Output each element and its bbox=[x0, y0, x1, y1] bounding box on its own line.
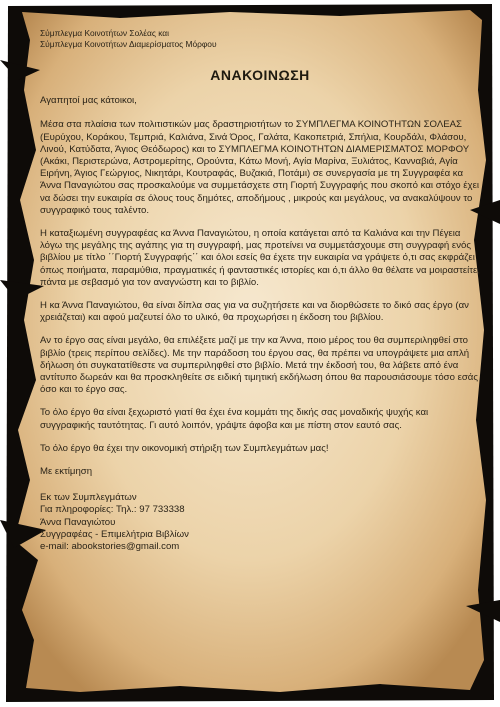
signature-name: Άννα Παναγιώτου bbox=[40, 516, 116, 528]
paragraph-5: Το όλο έργο θα είναι ξεχωριστό γιατί θα έχει ένα κομμάτι της δικής σας μοναδικής ψυχής και συγγραφικής ταυτότητας. Γι αυτό λοιπόν, γράψτε άφοβα και με πίστη στον εαυτό σας. bbox=[40, 407, 429, 431]
paragraph-2: Η καταξιωμένη συγγραφέας κα Άννα Παναγιώτου, η οποία κατάγεται από τα Καλιάνα και την Πέγεια λόγω της μεγάλης της αγάπης για τη συγγραφή, μας προτείνει να συμμετάσχουμε στη συγγραφή ενός βιβλίου με τίτλο ΄΄Γιορτή Συγγραφής΄΄ και όλοι εσείς θα έχετε την ευκαιρία να γράψετε ό,τι σας εκφράζει όπως ποιήματα, παραμύθια, πραγματικές ή φανταστικές ιστορίες και ό,τι άλλο θα θέλατε να μοιραστείτε, πάντα με σεβασμό για τον αναγνώστη και το βιβλίο. bbox=[40, 228, 481, 288]
header-line-2: Σύμπλεγμα Κοινοτήτων Διαμερίσματος Μόρφου bbox=[40, 38, 217, 49]
paragraph-4: Αν το έργο σας είναι μεγάλο, θα επιλέξετε μαζί με την κα Άννα, ποιο μέρος του θα συμπεριληφθεί στο βιβλίο (τρεις περίπου σελίδες). Με την παράδοση του έργου σας, θα πρέπει να υπογράψετε μια απλή δήλωση ότι συγκατατίθεστε να συμπεριληφθεί στο βιβλίο. Μετά την έκδοσή του, θα λάβετε από ένα αντίτυπο δωρεάν και θα προσκληθείτε σε ειδική τιμητική εκδήλωση όπου θα παρουσιάσουμε τόσο εσάς όσο και το έργο σας. bbox=[40, 335, 478, 396]
signature-email: e-mail: abookstories@gmail.com bbox=[40, 541, 180, 553]
announcement-title: ΑΝΑΚΟΙΝΩΣΗ bbox=[210, 67, 310, 83]
paragraph-3: Η κα Άννα Παναγιώτου, θα είναι δίπλα σας για να συζητήσετε και να διορθώσετε το δικό σας έργο (αν χρειάζεται) και αφού μαζευτεί όλο το υλικό, θα προχωρήσει η έκδοση του βιβλίου. bbox=[40, 300, 469, 324]
signature-role: Συγγραφέας - Επιμελήτρια Βιβλίων bbox=[40, 528, 189, 540]
paragraph-6: Το όλο έργο θα έχει την οικονομική στήριξη των Συμπλεγμάτων μας! bbox=[40, 442, 329, 454]
announcement-content bbox=[40, 28, 480, 553]
greeting: Αγαπητοί μας κάτοικοι, bbox=[40, 95, 137, 107]
signature-phone: Για πληροφορίες: Τηλ.: 97 733338 bbox=[40, 504, 185, 516]
header-line-1: Σύμπλεγμα Κοινοτήτων Σολέας και bbox=[40, 28, 169, 38]
signature-block bbox=[40, 492, 480, 553]
paragraph-1: Μέσα στα πλαίσια των πολιτιστικών μας δραστηριοτήτων το ΣΥΜΠΛΕΓΜΑ ΚΟΙΝΟΤΗΤΩΝ ΣΟΛΕΑΣ (Ευρύχου, Κοράκου, Τεμπριά, Καλιάνα, Σινά Όρος, Γαλάτα, Κακοπετριά, Σπήλια, Κουρδάλι, Φλάσου, Λινού, Κατύδατα, Άγιος Θεόδωρος) και το ΣΥΜΠΛΕΓΜΑ ΚΟΙΝΟΤΗΤΩΝ ΔΙΑΜΕΡΙΣΜΑΤΟΣ ΜΟΡΦΟΥ (Ακάκι, Περιστερώνα, Αστρομερίτης, Ορούντα, Κάτω Μονή, Αγία Μαρίνα, Ξυλιάτος, Κανναβιά, Αγία Ειρήνη, Άγιος Γεώργιος, Νικητάρι, Κουτραφάς, Βυζακιά, Ποτάμι) σε συνεργασία με τη Συγγραφέα κα Άννα Παναγιώτου σας προσκαλούμε να συμμετάσχετε στη Γιορτή Συγγραφής που σκοπό και στόχο έχει να δώσει την ευκαιρία σε όλους τους δημότες, αποδήμους , μικρούς και μεγάλους, να ανακαλύψουν το συγγραφικό τους ταλέντο. bbox=[40, 119, 479, 216]
signature-line-1: Εκ των Συμπλεγμάτων bbox=[40, 492, 137, 504]
closing: Με εκτίμηση bbox=[40, 466, 93, 478]
